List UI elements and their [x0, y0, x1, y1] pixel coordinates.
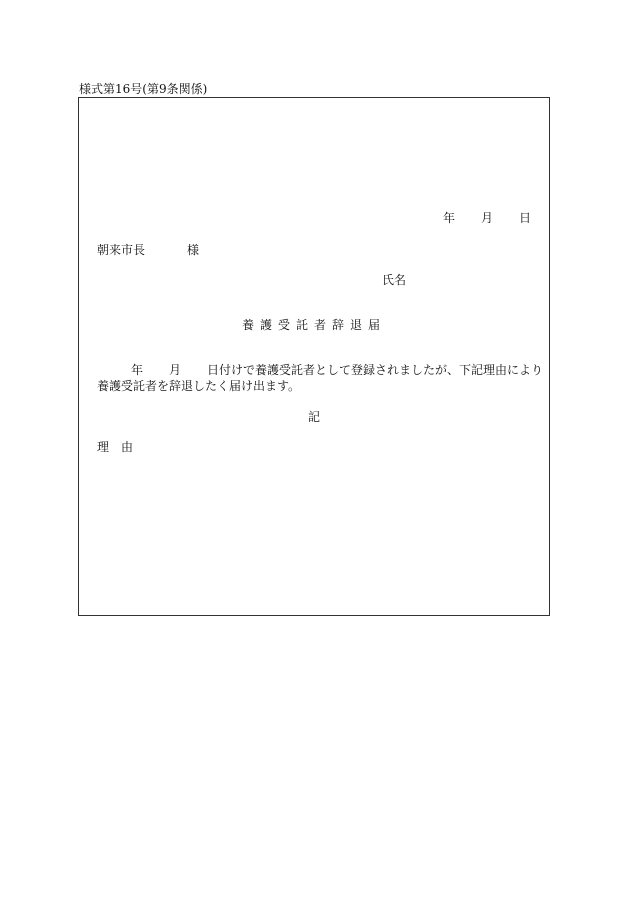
date-year: 年 — [442, 211, 455, 225]
body-line-1 — [131, 363, 543, 377]
reason-label: 理由 — [97, 440, 146, 454]
body-year: 年 — [131, 363, 144, 377]
body-line-2: 養護受託者を辞退したく届け出ます。 — [97, 379, 301, 393]
form-frame — [78, 97, 550, 616]
body-month: 月 — [169, 363, 182, 377]
date-day: 日 — [518, 211, 531, 225]
date-line — [443, 211, 531, 225]
addressee-name: 朝来市長 — [97, 243, 146, 257]
ki-heading: 記 — [307, 410, 320, 424]
addressee-line — [97, 243, 199, 257]
document-title: 養護受託者辞退届 — [241, 318, 386, 332]
form-number-label: 様式第16号(第9条関係) — [79, 82, 208, 96]
applicant-name-label: 氏名 — [382, 273, 407, 287]
body-line-1-text: 日付けで養護受託者として登録されましたが、下記理由により — [207, 363, 544, 377]
date-month: 月 — [480, 211, 493, 225]
addressee-honorific: 様 — [187, 243, 200, 257]
